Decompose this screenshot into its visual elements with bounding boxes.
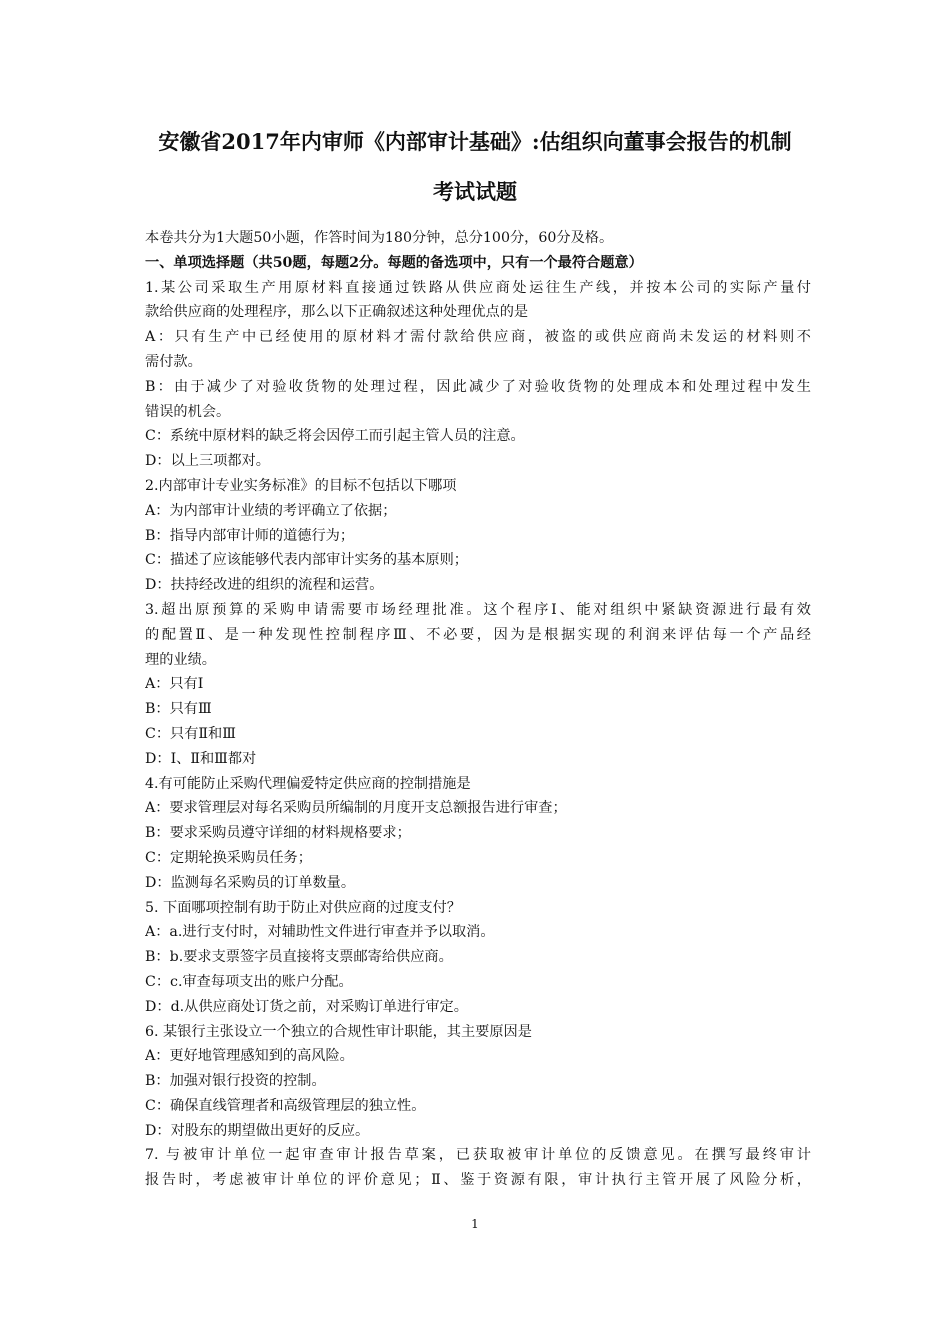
question-4-option-c: C：定期轮换采购员任务； (145, 849, 312, 866)
question-6-option-d: D：对股东的期望做出更好的反应。 (145, 1122, 370, 1139)
question-2-option-c: C：描述了应该能够代表内部审计实务的基本原则； (145, 552, 468, 569)
question-3-line-1: 3.超出原预算的采购申请需要市场经理批准。这个程序Ⅰ、能对组织中紧缺资源进行最有效 (145, 601, 811, 618)
question-4-option-a: A：要求管理层对每名采购员所编制的月度开支总额报告进行审查； (145, 800, 567, 817)
question-1-option-a-line-1: A：只有生产中已经使用的原材料才需付款给供应商，被盗的或供应商尚未发运的材料则不 (145, 329, 811, 346)
question-1-line-2: 款给供应商的处理程序，那么以下正确叙述这种处理优点的是 (145, 304, 529, 321)
question-2: 2.内部审计专业实务标准》的目标不包括以下哪项 (145, 477, 457, 494)
question-4-option-b: B：要求采购员遵守详细的材料规格要求； (145, 825, 411, 842)
question-1-option-d: D：以上三项都对。 (145, 453, 270, 470)
question-3-option-d: D：Ⅰ、Ⅱ和Ⅲ都对 (145, 750, 257, 767)
question-1-line-1: 1.某公司采取生产用原材料直接通过铁路从供应商处运往生产线，并按本公司的实际产量付 (145, 279, 811, 296)
question-1-option-b-line-2: 错误的机会。 (145, 403, 231, 420)
question-3-option-a: A：只有Ⅰ (145, 676, 204, 693)
question-6-option-a: A：更好地管理感知到的高风险。 (145, 1048, 354, 1065)
document-title-line2: 考试试题 (433, 179, 517, 204)
section-heading: 一、单项选择题（共50题，每题2分。每题的备选项中，只有一个最符合题意） (145, 254, 643, 271)
question-1-option-b-line-1: B：由于减少了对验收货物的处理过程，因此减少了对验收货物的处理成本和处理过程中发生 (145, 378, 811, 395)
page-number: 1 (471, 1217, 479, 1231)
question-5-option-b: B：b.要求支票签字员直接将支票邮寄给供应商。 (145, 949, 453, 966)
question-2-option-b: B：指导内部审计师的道德行为； (145, 527, 355, 544)
question-6: 6. 某银行主张设立一个独立的合规性审计职能，其主要原因是 (145, 1023, 532, 1040)
document-body (145, 226, 811, 1193)
document-title-line1: 安徽省2017年内审师《内部审计基础》:估组织向董事会报告的机制 (158, 129, 792, 154)
question-1-option-c: C：系统中原材料的缺乏将会因停工而引起主管人员的注意。 (145, 428, 525, 445)
question-6-option-b: B：加强对银行投资的控制。 (145, 1073, 326, 1090)
question-3-line-3: 理的业绩。 (145, 651, 216, 668)
question-4: 4.有可能防止采购代理偏爱特定供应商的控制措施是 (145, 775, 471, 792)
question-2-option-a: A：为内部审计业绩的考评确立了依据； (145, 502, 397, 519)
question-5-option-a: A：a.进行支付时，对辅助性文件进行审查并予以取消。 (145, 924, 495, 941)
question-6-option-c: C：确保直线管理者和高级管理层的独立性。 (145, 1097, 426, 1114)
question-5: 5. 下面哪项控制有助于防止对供应商的过度支付？ (145, 899, 461, 916)
question-3-option-b: B：只有Ⅲ (145, 701, 212, 718)
question-5-option-c: C：c.审查每项支出的账户分配。 (145, 973, 353, 990)
question-4-option-d: D：监测每名采购员的订单数量。 (145, 874, 356, 891)
question-3-option-c: C：只有Ⅱ和Ⅲ (145, 725, 236, 742)
question-7-line-2: 报告时，考虑被审计单位的评价意见；Ⅱ、鉴于资源有限，审计执行主管开展了风险分析， (145, 1172, 811, 1189)
question-1-option-a-line-2: 需付款。 (145, 353, 202, 370)
question-7-line-1: 7. 与被审计单位一起审查审计报告草案，已获取被审计单位的反馈意见。在撰写最终审计 (145, 1147, 811, 1164)
question-5-option-d: D：d.从供应商处订货之前，对采购订单进行审定。 (145, 998, 468, 1015)
question-3-line-2: 的配置Ⅱ、是一种发现性控制程序Ⅲ、不必要，因为是根据实现的利润来评估每一个产品经 (145, 626, 811, 643)
exam-intro: 本卷共分为1大题50小题，作答时间为180分钟，总分100分，60分及格。 (145, 230, 614, 246)
question-2-option-d: D：扶持经改进的组织的流程和运营。 (145, 577, 384, 594)
